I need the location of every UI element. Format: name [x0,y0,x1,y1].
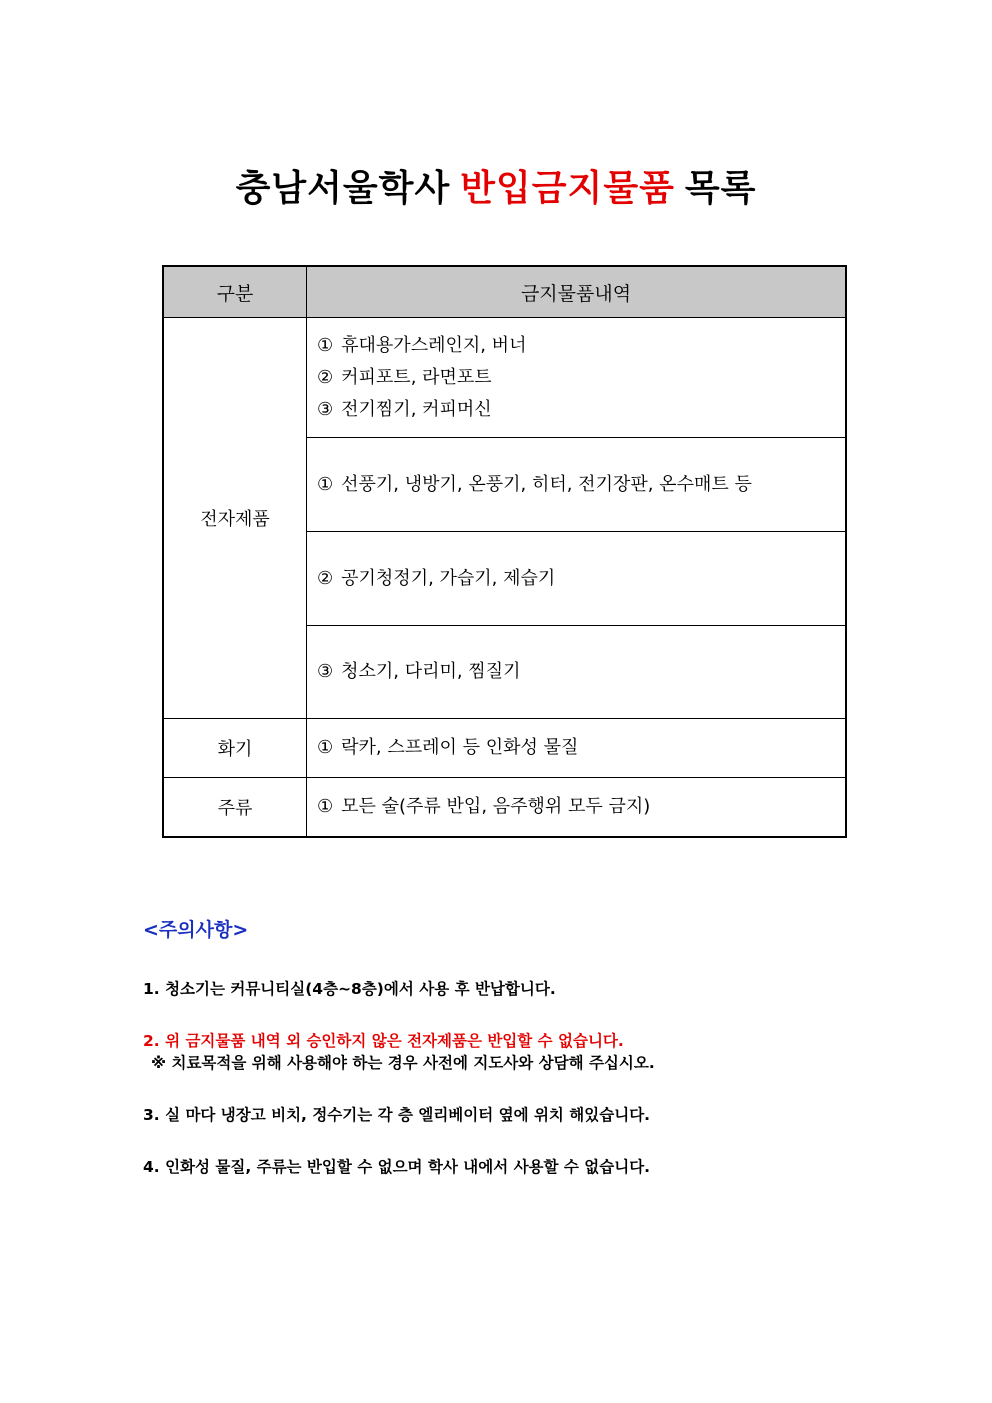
prohibited-items-table [162,265,847,838]
title-part1: 충남서울학사 [235,168,451,209]
notes-section [143,915,655,1178]
header-category: 구분 [163,266,307,318]
note-1: 1. 청소기는 커뮤니티실(4층~8층)에서 사용 후 반납합니다. [143,980,556,998]
category-fire: 화기 [163,719,307,778]
table-row [163,719,846,778]
electronics-group-4: ③ 청소기, 다리미, 찜질기 [307,626,847,719]
electronics-group-2: ① 선풍기, 냉방기, 온풍기, 히터, 전기장판, 온수매트 등 [307,438,847,532]
page-title [0,160,992,211]
note-3: 3. 실 마다 냉장고 비치, 정수기는 각 층 엘리베이터 옆에 위치 해있습니다. [143,1106,651,1124]
list-item: ③ 전기찜기, 커피머신 [317,398,492,420]
fire-items: ① 락카, 스프레이 등 인화성 물질 [307,719,847,778]
alcohol-items: ① 모든 술(주류 반입, 음주행위 모두 금지) [307,778,847,837]
list-item: ① 휴대용가스레인지, 버너 [317,334,527,356]
title-highlight: 반입금지물품 [460,168,675,209]
category-electronics: 전자제품 [163,318,307,719]
note-2-sub: ※ 치료목적을 위해 사용해야 하는 경우 사전에 지도사와 상담해 주십시오. [151,1054,655,1072]
notes-title: <주의사항> [143,919,249,941]
note-2: 2. 위 금지물품 내역 외 승인하지 않은 전자제품은 반입할 수 없습니다. [143,1032,624,1050]
list-item: ② 커피포트, 라면포트 [317,366,492,388]
category-alcohol: 주류 [163,778,307,837]
header-details: 금지물품내역 [307,266,847,318]
note-4: 4. 인화성 물질, 주류는 반입할 수 없으며 학사 내에서 사용할 수 없습니다. [143,1158,651,1176]
table-header-row [163,266,846,318]
title-part3: 목록 [684,168,757,209]
table-row [163,778,846,837]
electronics-group-3: ② 공기청정기, 가습기, 제습기 [307,532,847,626]
table-row [163,318,846,438]
electronics-group-1 [307,318,847,438]
